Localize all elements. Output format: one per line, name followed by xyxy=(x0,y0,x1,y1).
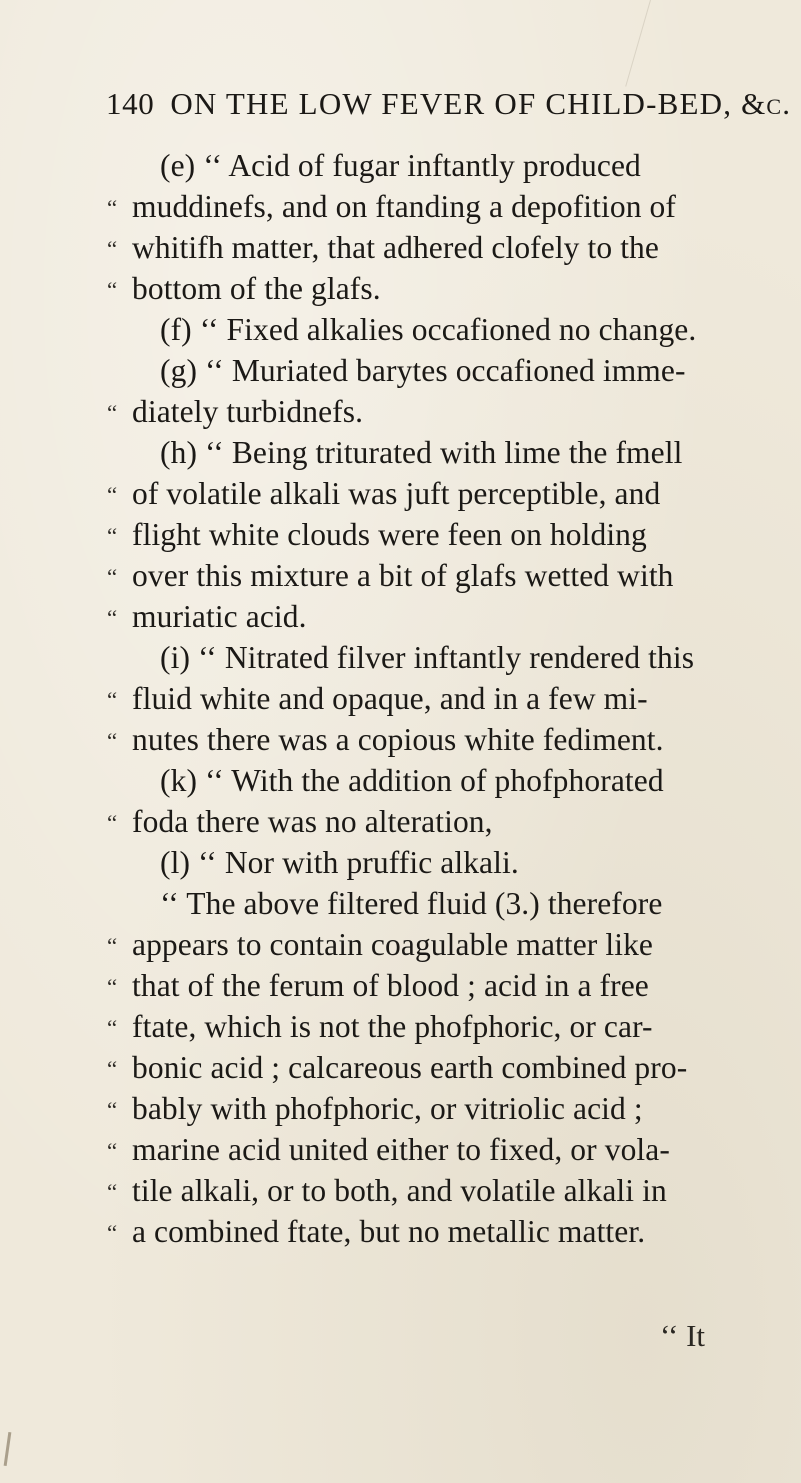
text-line xyxy=(0,884,801,924)
quote-mark: ‘‘ xyxy=(106,195,118,220)
line-text: nutes there was a copious white fediment. xyxy=(132,722,664,757)
quote-mark: ‘‘ xyxy=(106,236,118,261)
text-line xyxy=(0,187,801,227)
line-text: foda there was no alteration, xyxy=(132,804,493,839)
margin-mark xyxy=(4,1432,12,1466)
line-text: bonic acid ; calcareous earth combined pro- xyxy=(132,1050,688,1085)
text-line xyxy=(0,146,801,186)
text-line xyxy=(0,228,801,268)
line-text: (i) ‘‘ Nitrated filver inftantly rendered this xyxy=(160,640,695,675)
line-text: (k) ‘‘ With the addition of phofphorated xyxy=(160,763,664,798)
line-text: flight white clouds were feen on holding xyxy=(132,517,647,552)
text-line xyxy=(0,802,801,842)
text-line xyxy=(0,1212,801,1252)
text-line xyxy=(0,515,801,555)
quote-mark: ‘‘ xyxy=(106,523,118,548)
text-line xyxy=(0,1089,801,1129)
line-text: tile alkali, or to both, and volatile alkali in xyxy=(132,1173,667,1208)
line-text: diately turbidnefs. xyxy=(132,394,364,429)
line-text: appears to contain coagulable matter like xyxy=(132,927,654,962)
line-text: (f) ‘‘ Fixed alkalies occafioned no change. xyxy=(160,312,697,347)
text-line xyxy=(0,310,801,350)
paper-crease xyxy=(625,0,651,87)
text-line xyxy=(0,1007,801,1047)
text-line xyxy=(0,1130,801,1170)
text-line xyxy=(0,269,801,309)
text-line xyxy=(0,392,801,432)
text-line xyxy=(0,597,801,637)
line-text: marine acid united either to fixed, or vola- xyxy=(132,1132,670,1167)
text-line xyxy=(0,1048,801,1088)
quote-mark: ‘‘ xyxy=(106,728,118,753)
line-text: whitifh matter, that adhered clofely to the xyxy=(132,230,659,265)
quote-mark: ‘‘ xyxy=(106,687,118,712)
quote-mark: ‘‘ xyxy=(106,1138,118,1163)
text-line xyxy=(0,679,801,719)
line-text: (e) ‘‘ Acid of fugar inftantly produced xyxy=(160,148,641,183)
quote-mark: ‘‘ xyxy=(106,482,118,507)
quote-mark: ‘‘ xyxy=(106,277,118,302)
quote-mark: ‘‘ xyxy=(106,1015,118,1040)
quote-mark: ‘‘ xyxy=(106,564,118,589)
quote-mark: ‘‘ xyxy=(106,1220,118,1245)
line-text: bottom of the glafs. xyxy=(132,271,381,306)
line-text: (h) ‘‘ Being triturated with lime the fmell xyxy=(160,435,683,470)
quote-mark: ‘‘ xyxy=(106,605,118,630)
line-text: that of the ferum of blood ; acid in a free xyxy=(132,968,649,1003)
line-text: muddinefs, and on ftanding a depofition of xyxy=(132,189,676,224)
line-text: muriatic acid. xyxy=(132,599,307,634)
line-text: bably with phofphoric, or vitriolic acid ; xyxy=(132,1091,643,1126)
text-line xyxy=(0,925,801,965)
text-line xyxy=(0,433,801,473)
quote-mark: ‘‘ xyxy=(106,1179,118,1204)
text-line xyxy=(0,474,801,514)
line-text: of volatile alkali was juft perceptible, and xyxy=(132,476,661,511)
text-line xyxy=(0,720,801,760)
catchword: ‘‘ It xyxy=(660,1318,706,1353)
text-line xyxy=(0,966,801,1006)
quote-mark: ‘‘ xyxy=(106,810,118,835)
text-line xyxy=(0,761,801,801)
line-text: (l) ‘‘ Nor with pruffic alkali. xyxy=(160,845,519,880)
line-text: over this mixture a bit of glafs wetted with xyxy=(132,558,674,593)
line-text: (g) ‘‘ Muriated barytes occafioned imme- xyxy=(160,353,686,388)
quote-mark: ‘‘ xyxy=(106,933,118,958)
text-line xyxy=(0,843,801,883)
line-text: a combined ftate, but no metallic matter. xyxy=(132,1214,646,1249)
running-title: ON THE LOW FEVER OF CHILD-BED, &c. xyxy=(170,86,792,121)
running-head xyxy=(106,86,792,130)
page-number: 140 xyxy=(106,86,155,121)
text-line xyxy=(0,638,801,678)
text-line xyxy=(0,351,801,391)
quote-mark: ‘‘ xyxy=(106,974,118,999)
line-text: ftate, which is not the phofphoric, or car- xyxy=(132,1009,653,1044)
quote-mark: ‘‘ xyxy=(106,1097,118,1122)
line-text: fluid white and opaque, and in a few mi- xyxy=(132,681,648,716)
quote-mark: ‘‘ xyxy=(106,400,118,425)
text-line xyxy=(0,1171,801,1211)
line-text: ‘‘ The above filtered fluid (3.) therefore xyxy=(160,886,663,921)
quote-mark: ‘‘ xyxy=(106,1056,118,1081)
text-line xyxy=(0,556,801,596)
